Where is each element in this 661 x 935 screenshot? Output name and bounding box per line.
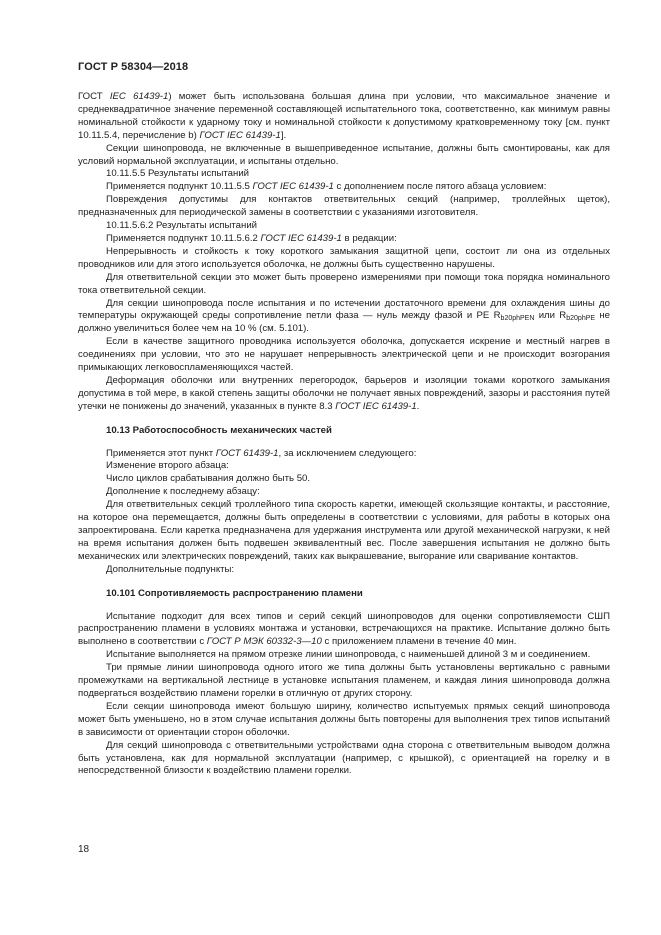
paragraph: Применяется подпункт 10.11.5.6.2 ГОСТ IEC 61439-1 в редакции:	[106, 232, 397, 244]
paragraph: Изменение второго абзаца:	[106, 460, 229, 472]
page-number: 18	[78, 844, 90, 855]
paragraph: Дополнительные подпункты:	[106, 563, 235, 575]
subclause-heading: 10.11.5.6.2 Результаты испытаний	[106, 220, 258, 232]
paragraph: Если секции шинопровода имеют большую ширину, количество испытуемых прямых секций шинопровода может быть уменьшено, но в этом случае испытания должны быть повторены для выполнения трех типов испытаний в зависимости от ориентации сторон оболочки.	[78, 700, 610, 738]
paragraph: Три прямые линии шинопровода одного итого же типа должны быть установлены вертикально с равными промежутками на вертикальной лестнице в установке испытания пламенем, и каждая линия шинопровода должна подвергаться воздействию пламени горелки в отличную от других сторону.	[78, 662, 610, 699]
paragraph: Для секций шинопровода с ответвительными устройствами одна сторона с ответвительным выводом должна быть установлена, как для нормальной эксплуатации (например, с крышкой), с ориентацией на горелку и в непосредственной близости к воздействию пламени горелки.	[78, 739, 610, 777]
paragraph: Секции шинопровода, не включенные в вышеприведенное испытание, должны быть смонтированы, как для условий нормальной эксплуатации, и испытаны отдельно.	[78, 142, 610, 167]
paragraph: Применяется этот пункт ГОСТ 61439-1, за исключением следующего:	[106, 447, 417, 459]
document-body	[78, 91, 610, 778]
subclause-heading: 10.11.5.5 Результаты испытаний	[106, 168, 250, 180]
section-heading-10-13: 10.13 Работоспособность механических частей	[106, 424, 332, 436]
paragraph: Повреждения допустимы для контактов ответвительных секций (например, троллейных щеток), предназначенных для периодической замены в соответствии с указаниями изготовителя.	[78, 194, 610, 219]
paragraph: Применяется подпункт 10.11.5.5 ГОСТ IEC 61439-1 с дополнением после пятого абзаца условием:	[106, 181, 547, 193]
paragraph: Число циклов срабатывания должно быть 50.	[106, 473, 311, 485]
paragraph: Для ответвительной секции это может быть проверено измерениями при помощи тока порядка номинального тока ответвительной секции.	[78, 271, 610, 296]
paragraph: Деформация оболочки или внутренних перегородок, барьеров и изоляции токами короткого замыкания допустима в той мере, в какой степень защиты оболочки не получает явных повреждений, зазоры и расстояния путей утечки не понижены до значений, указанных в пункте 8.3 ГОСТ IEC 61439-1.	[78, 374, 610, 412]
page-header: ГОСТ Р 58304—2018	[78, 61, 189, 73]
paragraph: Испытание подходит для всех типов и серий секций шинопроводов для оценки сопротивляемости СШП распространению пламени в условиях монтажа и установки, встречающихся на практике. Испытание должно быть выполнено в соответствии с ГОСТ Р МЭК 60332-3—10 с приложением пламени в течение 40 мин.	[78, 610, 610, 648]
paragraph: ГОСТ IEC 61439-1) может быть использована большая длина при условии, что максимальное значение и среднеквадратичное значение переменной составляющей испытательного тока, соответственно, как минимум равны номинальной стойкости к ударному току и номинальной стойкости к допустимому кратковременному току [см. пункт 10.11.5.4, перечисление b) ГОСТ IEC 61439-1].	[78, 91, 610, 141]
section-heading-10-101: 10.101 Сопротивляемость распространению пламени	[106, 587, 363, 599]
paragraph: Дополнение к последнему абзацу:	[106, 486, 260, 498]
paragraph: Для секции шинопровода после испытания и по истечении достаточного времени для охлаждения шины до температуры окружающей среды сопротивление петли фаза — нуль между фазой и PE $R_{b20phPEN}$ или $R_{b20phPE}$ не должно увеличиться более чем на 10 % (см. 5.101).	[78, 297, 610, 335]
paragraph: Для ответвительных секций троллейного типа скорость каретки, имеющей скользящие контакты, и расстояние, на которое она перемещается, должны быть определены в соответствии с условиями, для работы в которых она запроектирована. Если каретка предназначена для удержания инструмента или другой механической нагрузки, к ней на время испытания должен быть подвешен эквивалентный вес. После завершения испытания не должно быть механических или электрических повреждений, таких как выкрашевание, выгорание или сваривание контактов.	[78, 499, 610, 562]
paragraph: Если в качестве защитного проводника используется оболочка, допускается искрение и местный нагрев в соединениях при условии, что это не нарушает непрерывность электрической цепи и не происходит возгорания примыкающих легковоспламеняющихся частей.	[78, 336, 610, 374]
paragraph: Непрерывность и стойкость к току короткого замыкания защитной цепи, состоит ли она из отдельных проводников или для этого используется оболочка, не должны быть существенно нарушены.	[78, 245, 610, 270]
paragraph: Испытание выполняется на прямом отрезке линии шинопровода, с наименьшей длиной 3 м и соединением.	[106, 649, 591, 661]
